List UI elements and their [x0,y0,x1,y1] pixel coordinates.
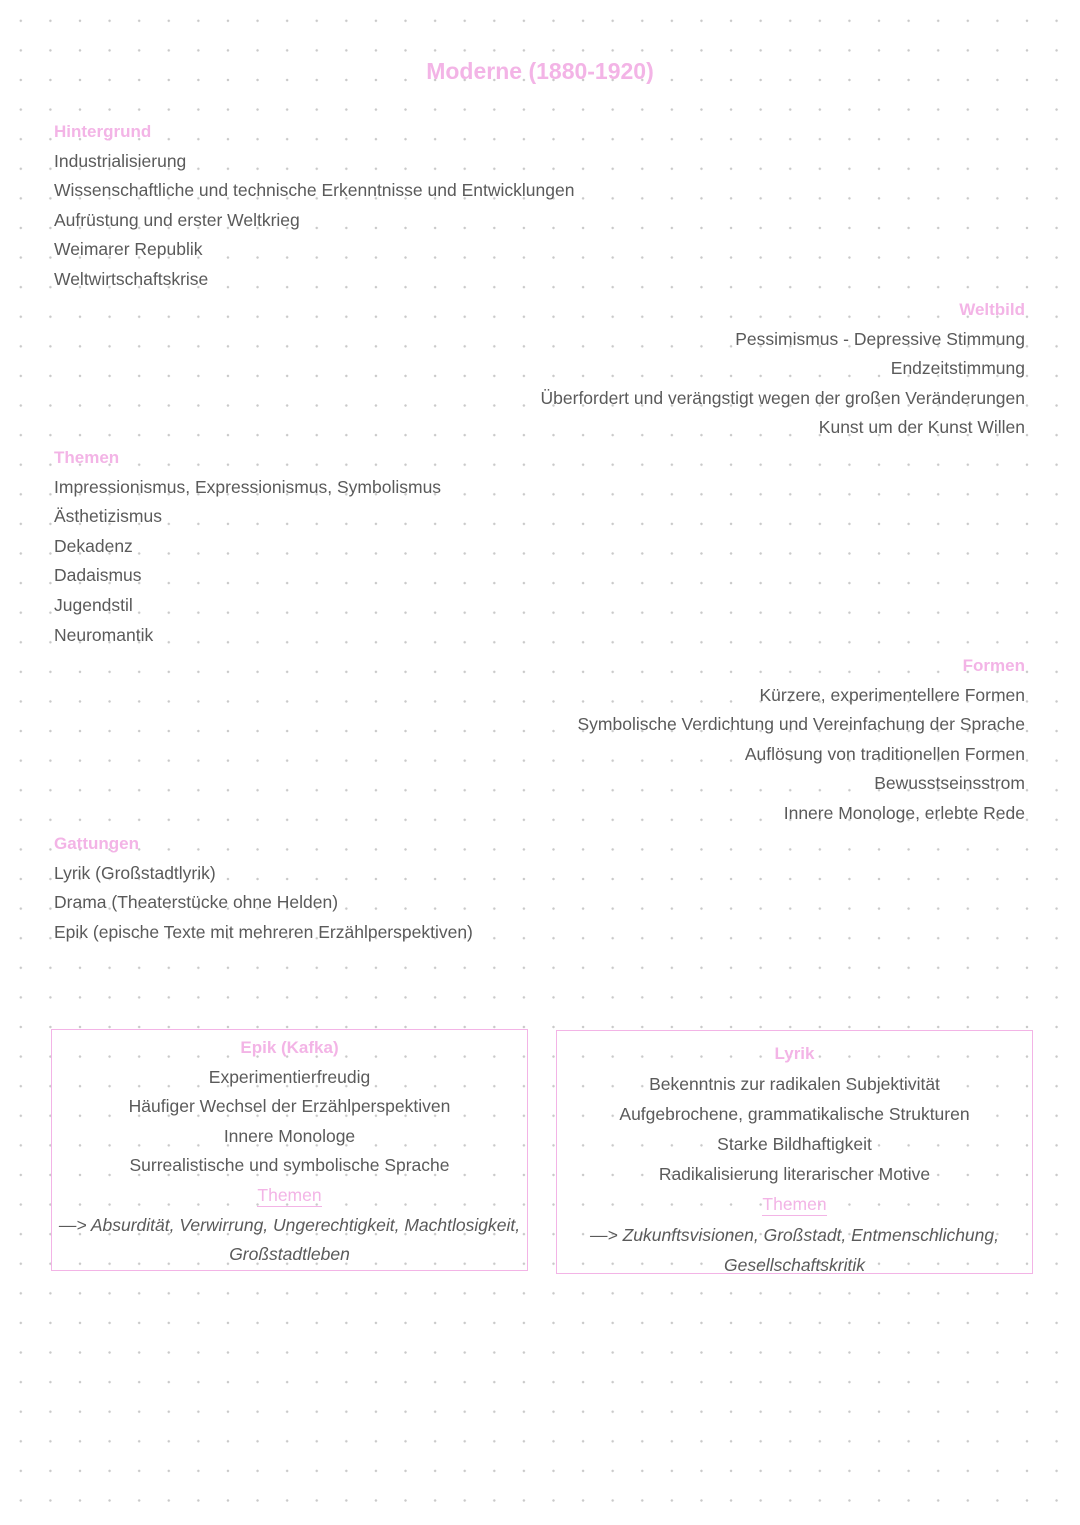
section-hintergrund [54,117,574,295]
lyrik-box-themen-label [557,1189,1032,1219]
lyrik-box-heading: Lyrik [774,1044,815,1063]
formen-item: Bewusstseinsstrom [874,773,1025,794]
themen-item: Ästhetizismus [54,506,162,527]
gattungen-item: Drama (Theaterstücke ohne Helden) [54,892,339,913]
heading-themen: Themen [54,448,120,467]
formen-item: Auflösung von traditionellen Formen [744,743,1025,764]
weltbild-item: Pessimismus - Depressive Stimmung [735,328,1025,349]
weltbild-item: Endzeitstimmung [890,358,1025,379]
page-title: Moderne (1880-1920) [426,58,654,84]
epik-box-item: Innere Monologe [223,1125,356,1146]
lyrik-box-item: Aufgebrochene, grammatikalische Strukturen [619,1103,970,1124]
hintergrund-item: Weimarer Republik [54,239,203,260]
section-formen [577,651,1025,829]
themen-item: Dekadenz [54,535,133,556]
weltbild-item: Überfordert und verängstigt wegen der großen Veränderungen [540,387,1025,408]
epik-box [51,1029,528,1271]
formen-item: Innere Monologe, erlebte Rede [783,802,1025,823]
epik-box-themen-label [52,1181,527,1211]
themen-item: Jugendstil [54,594,133,615]
section-gattungen [54,829,473,947]
formen-item: Kürzere, experimentellere Formen [759,684,1025,705]
epik-box-heading: Epik (Kafka) [240,1038,339,1057]
epik-box-item: Häufiger Wechsel der Erzählperspektiven [128,1096,451,1117]
hintergrund-item: Aufrüstung und erster Weltkrieg [54,209,300,230]
heading-weltbild: Weltbild [959,300,1025,319]
epik-box-item: Surrealistische und symbolische Sprache [129,1155,450,1176]
lyrik-box-themen-label-text: Themen [762,1194,827,1215]
hintergrund-item: Industrialisierung [54,150,187,171]
heading-gattungen: Gattungen [54,834,139,853]
lyrik-box-item: Starke Bildhaftigkeit [717,1133,872,1154]
gattungen-item: Lyrik (Großstadtlyrik) [54,862,216,883]
epik-box-themen-text: —> Absurdität, Verwirrung, Ungerechtigkeit, Machtlosigkeit, [58,1214,521,1235]
hintergrund-item: Wissenschaftliche und technische Erkenntnisse und Entwicklungen [54,180,575,201]
epik-box-item: Experimentierfreudig [208,1066,371,1087]
lyrik-box-themen-text-cont: Gesellschaftskritik [723,1254,865,1275]
section-themen [54,443,441,650]
heading-hintergrund: Hintergrund [54,122,152,141]
epik-box-themen-text-cont: Großstadtleben [229,1244,350,1265]
themen-item: Impressionismus, Expressionismus, Symbolismus [54,476,442,497]
heading-formen: Formen [962,656,1025,675]
epik-box-themen-label-text: Themen [257,1184,322,1205]
hintergrund-item: Weltwirtschaftskrise [54,268,209,289]
lyrik-box-themen-text: —> Zukunftsvisionen, Großstadt, Entmenschlichung, [589,1224,999,1245]
themen-item: Dadaismus [54,565,142,586]
weltbild-item: Kunst um der Kunst Willen [818,417,1025,438]
lyrik-box-item: Bekenntnis zur radikalen Subjektivität [649,1073,940,1094]
gattungen-item: Epik (epische Texte mit mehreren Erzählperspektiven) [54,921,473,942]
lyrik-box-item: Radikalisierung literarischer Motive [658,1164,931,1185]
formen-item: Symbolische Verdichtung und Vereinfachung der Sprache [577,714,1025,735]
themen-item: Neuromantik [54,624,154,645]
lyrik-box [556,1030,1033,1274]
section-weltbild [541,295,1025,443]
